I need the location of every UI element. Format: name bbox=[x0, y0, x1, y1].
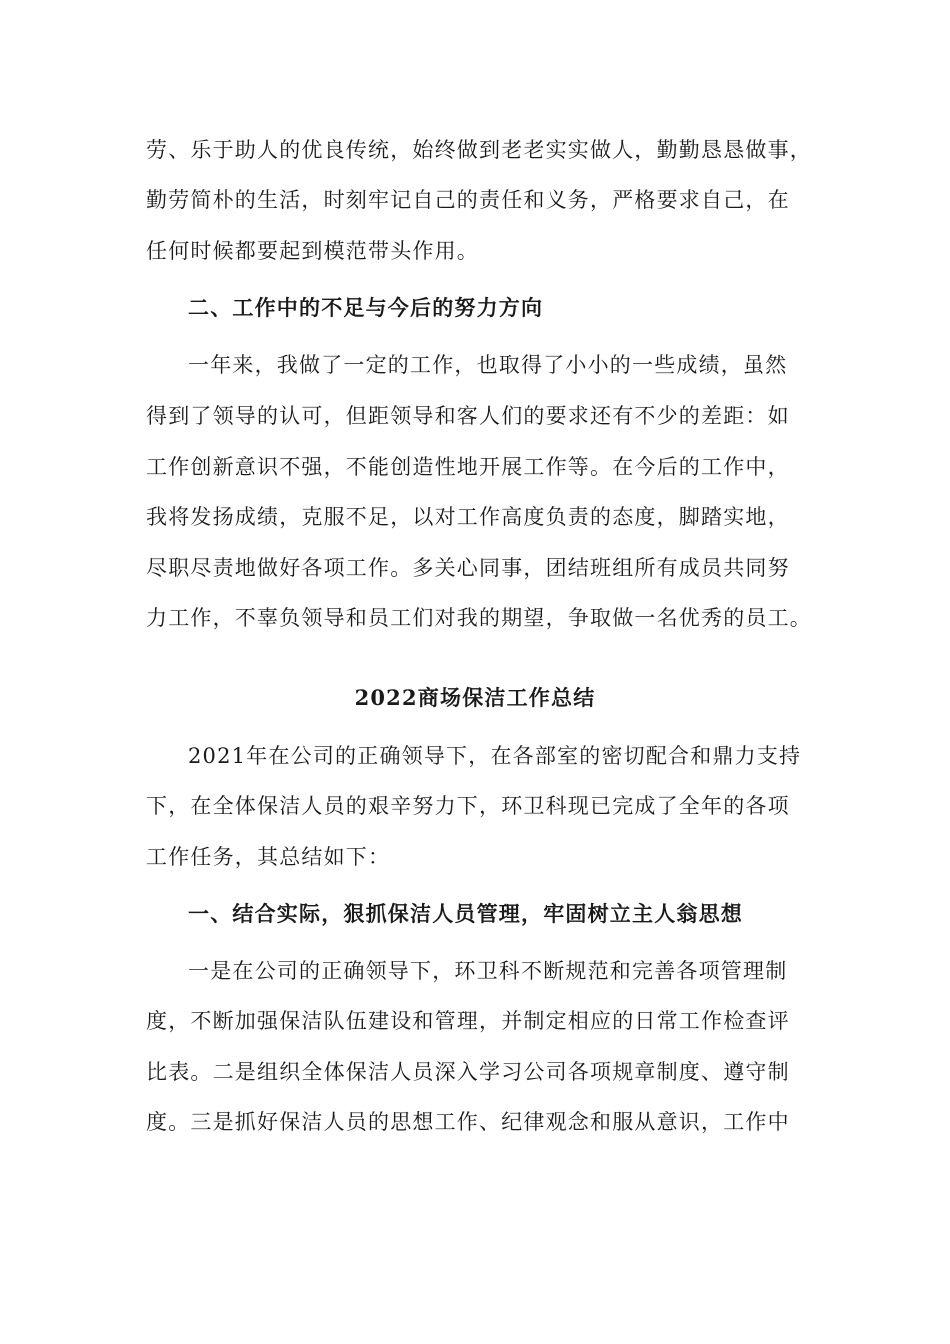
body-text-line: 任何时候都要起到模范带头作用。 bbox=[146, 239, 479, 263]
body-text-line: 一是在公司的正确领导下，环卫科不断规范和完善各项管理制 bbox=[188, 959, 788, 983]
section-heading: 二、工作中的不足与今后的努力方向 bbox=[188, 295, 544, 320]
body-text-line: 勤劳简朴的生活，时刻牢记自己的责任和义务，严格要求自己，在 bbox=[146, 188, 790, 212]
body-text-line: 工作创新意识不强，不能创造性地开展工作等。在今后的工作中， bbox=[146, 455, 790, 479]
body-text-line: 下，在全体保洁人员的艰辛努力下，环卫科现已完成了全年的各项 bbox=[146, 794, 790, 818]
body-text-line: 力工作，不辜负领导和员工们对我的期望，争取做一名优秀的员工。 bbox=[146, 606, 812, 630]
document-title: 2022商场保洁工作总结 bbox=[354, 685, 596, 710]
body-text-line: 劳、乐于助人的优良传统，始终做到老老实实做人，勤勤恳恳做事， bbox=[146, 138, 812, 162]
body-text-line: 得到了领导的认可，但距领导和客人们的要求还有不少的差距：如 bbox=[146, 404, 790, 428]
body-text-line: 度。三是抓好保洁人员的思想工作、纪律观念和服从意识，工作中 bbox=[146, 1110, 790, 1134]
body-text-line: 比表。二是组织全体保洁人员深入学习公司各项规章制度、遵守制 bbox=[146, 1060, 790, 1084]
body-text-line: 一年来，我做了一定的工作，也取得了小小的一些成绩，虽然 bbox=[188, 353, 788, 377]
body-text-line: 我将发扬成绩，克服不足，以对工作高度负责的态度，脚踏实地， bbox=[146, 505, 790, 529]
body-text-line: 工作任务，其总结如下： bbox=[146, 845, 391, 869]
body-text-line: 尽职尽责地做好各项工作。多关心同事，团结班组所有成员共同努 bbox=[146, 556, 790, 580]
section-heading: 一、结合实际，狠抓保洁人员管理，牢固树立主人翁思想 bbox=[188, 901, 743, 926]
body-text-line: 2021年在公司的正确领导下，在各部室的密切配合和鼎力支持 bbox=[188, 744, 802, 768]
body-text-line: 度，不断加强保洁队伍建设和管理，并制定相应的日常工作检查评 bbox=[146, 1009, 790, 1033]
